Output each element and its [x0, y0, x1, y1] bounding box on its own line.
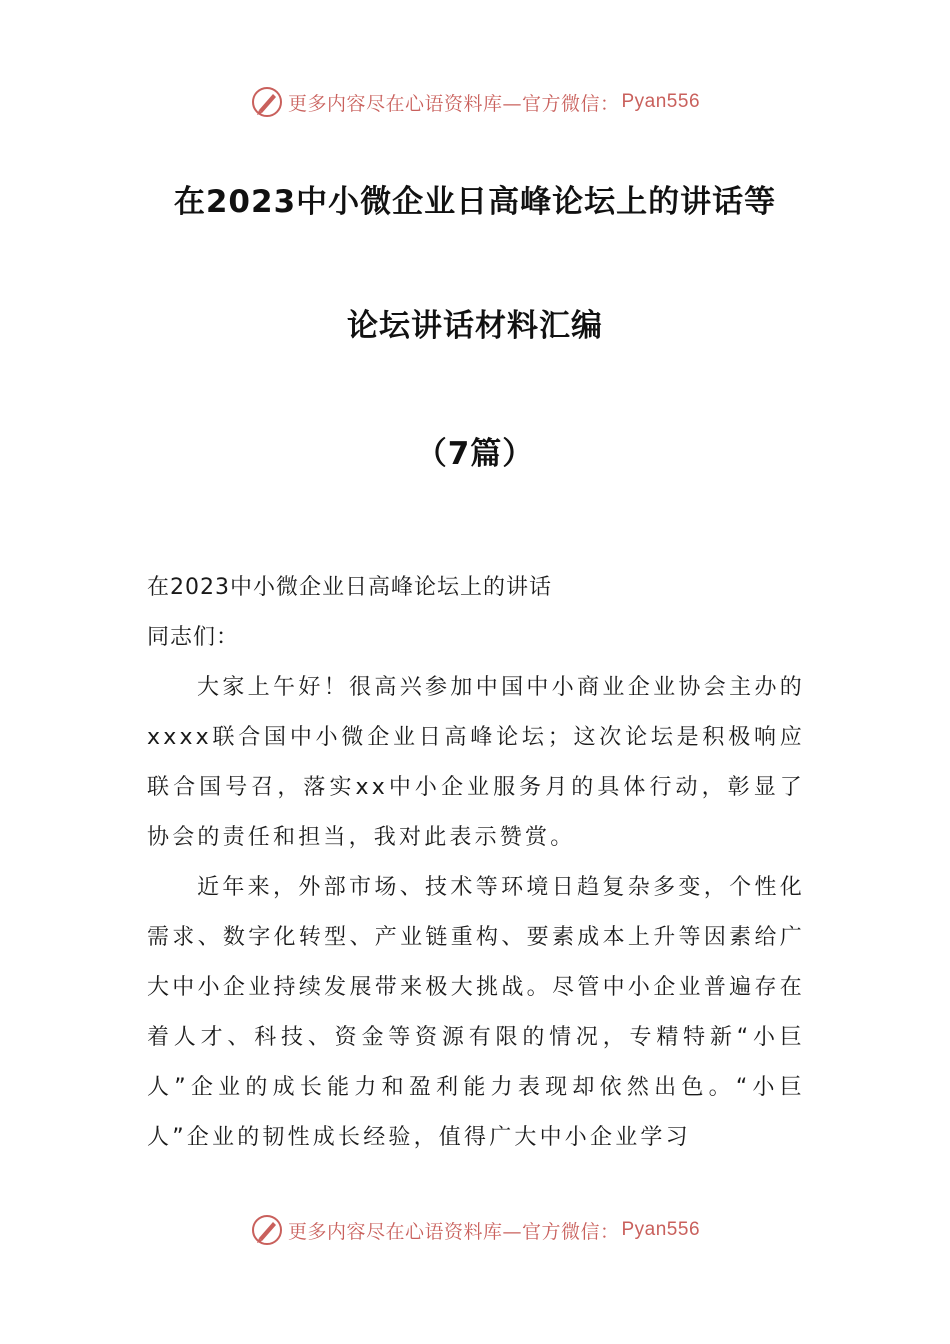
document-title-line2: 论坛讲话材料汇编 — [347, 308, 603, 344]
pen-logo-icon — [250, 85, 284, 119]
banner-text: 更多内容尽在心语资料库—官方微信： — [287, 1220, 620, 1243]
document-body — [147, 563, 805, 1163]
banner-wechat-id: Pyan556 — [621, 1219, 701, 1240]
salutation: 同志们： — [147, 625, 240, 650]
speech-heading: 在2023中小微企业日高峰论坛上的讲话 — [147, 575, 552, 600]
banner-text: 更多内容尽在心语资料库—官方微信： — [287, 92, 620, 115]
body-paragraph: 近年来，外部市场、技术等环境日趋复杂多变，个性化需求、数字化转型、产业链重构、要素成本上升等因素给广大中小企业持续发展带来极大挑战。尽管中小企业普遍存在着人才、科技、资金等资源有限的情况，专精特新“小巨人”企业的成长能力和盈利能力表现却依然出色。“小巨人”企业的韧性成长经验，值得广大中小企业学习 — [147, 875, 805, 1150]
document-title-line1: 在2023中小微企业日高峰论坛上的讲话等 — [173, 184, 777, 220]
header-watermark-banner — [0, 82, 950, 122]
banner-wechat-id: Pyan556 — [621, 91, 701, 112]
footer-watermark-banner — [0, 1210, 950, 1250]
pen-logo-icon — [250, 1213, 284, 1247]
document-title-count: （7篇） — [415, 436, 535, 472]
body-paragraph: 大家上午好！很高兴参加中国中小商业企业协会主办的xxxx联合国中小微企业日高峰论坛；这次论坛是积极响应联合国号召，落实xx中小企业服务月的具体行动，彰显了协会的责任和担当，我对此表示赞赏。 — [147, 675, 805, 850]
